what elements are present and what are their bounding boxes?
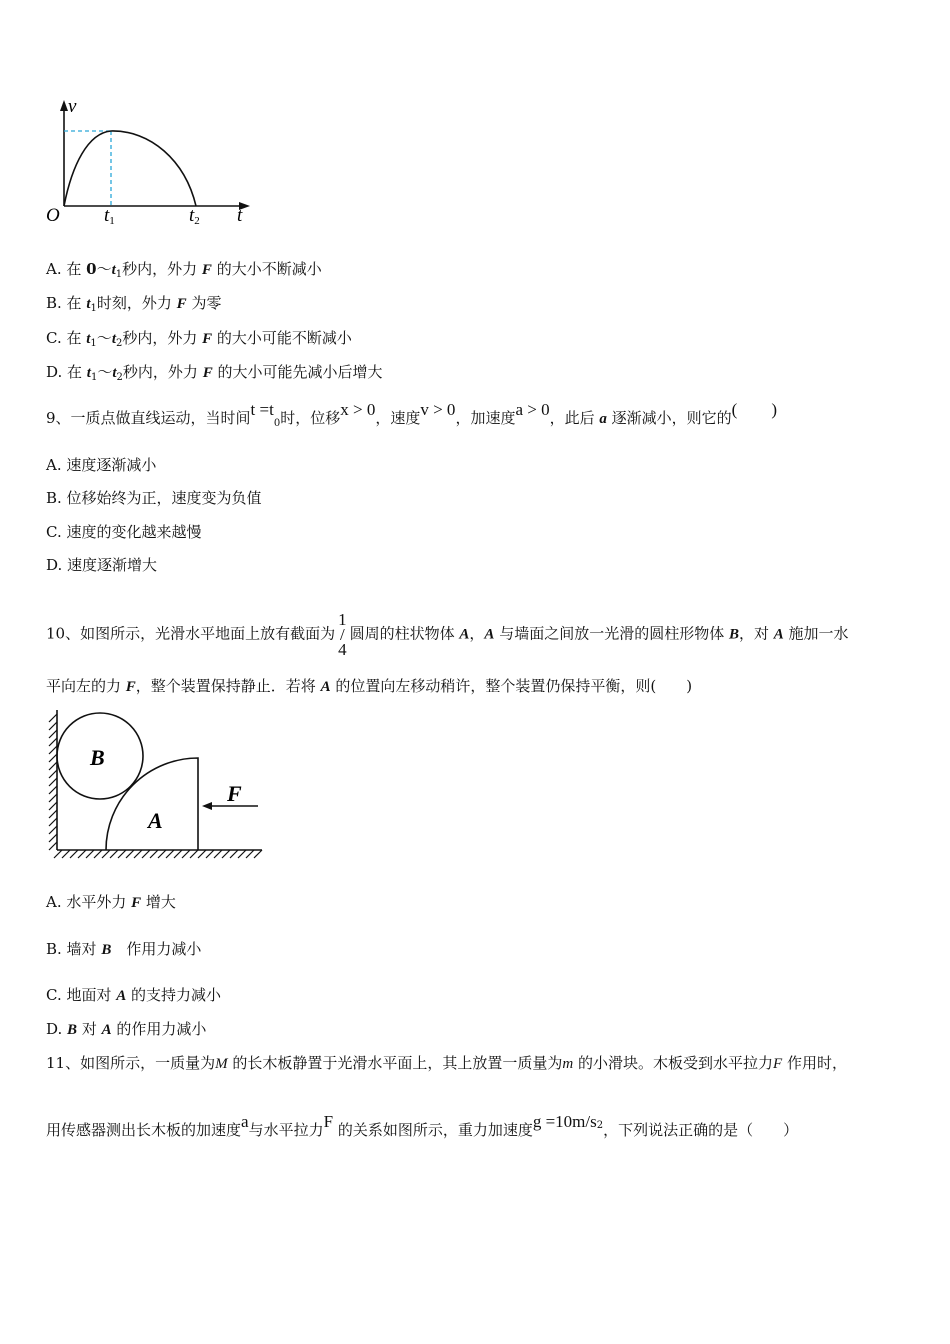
vt-origin-label: O — [46, 205, 60, 226]
text-segment: 为零 — [186, 294, 222, 312]
wall-hatch — [49, 778, 57, 786]
text-segment: B. 在 — [46, 294, 87, 312]
math-symbol: A — [320, 679, 331, 695]
label-f: F — [227, 781, 242, 806]
ground-hatch — [142, 850, 150, 858]
text-segment: 10、如图所示，光滑水平地面上放有截面为 — [46, 624, 336, 643]
text-segment: ，对 — [738, 624, 774, 643]
math-symbol: t — [86, 296, 91, 312]
text-segment: ～ — [96, 329, 112, 347]
vt-t1-label: t1 — [104, 205, 115, 227]
text-segment: D. — [46, 1020, 68, 1038]
q8-option-b — [46, 292, 221, 320]
ground-hatch — [54, 850, 62, 858]
vt-axes — [64, 104, 244, 206]
text-segment: B. 位移始终为正，速度变为负值 — [46, 489, 262, 507]
text-segment: 逐渐减小，则它的 — [606, 409, 732, 427]
math-symbol: F — [201, 262, 212, 278]
text-segment: 与水平拉力 — [248, 1121, 324, 1139]
text-segment: ，下列说法正确的是（ ） — [603, 1121, 799, 1139]
text-segment: 的支持力减小 — [126, 986, 222, 1004]
ground-hatch — [222, 850, 230, 858]
text-segment: 秒内，外力 — [122, 363, 203, 381]
ground-hatch — [110, 850, 118, 858]
ground-hatch — [190, 850, 198, 858]
wall-hatch — [49, 826, 57, 834]
wall-hatch — [49, 834, 57, 842]
math-symbol: x > 0 — [340, 400, 376, 419]
math-symbol: t =t — [250, 400, 274, 419]
math-symbol: B — [728, 626, 739, 643]
math-symbol: t — [86, 331, 91, 347]
text-segment: 的大小不断减小 — [211, 260, 322, 278]
q10-option-b — [46, 938, 201, 961]
text-segment: ，速度 — [375, 409, 421, 427]
math-symbol: B — [101, 942, 112, 958]
text-segment: 的关系如图所示，重力加速度 — [333, 1121, 533, 1139]
ground-hatch — [78, 850, 86, 858]
text-segment: 对 — [77, 1020, 102, 1038]
text-segment: ，加速度 — [455, 409, 516, 427]
math-symbol: F — [323, 1112, 334, 1131]
ground-hatch — [230, 850, 238, 858]
math-symbol: g =10m/s — [532, 1112, 597, 1131]
text-segment: ，整个装置保持静止．若将 — [135, 677, 321, 695]
ground-hatch — [182, 850, 190, 858]
wall-hatch — [49, 746, 57, 754]
text-segment: 秒内，外力 — [122, 260, 202, 278]
math-symbol: 1 — [90, 338, 97, 349]
ground-hatch — [102, 850, 110, 858]
text-segment: 的长木板静置于光滑水平面上，其上放置一质量为 — [227, 1054, 563, 1072]
q8-option-d — [46, 361, 382, 389]
q11-stem-2 — [46, 1112, 799, 1141]
wall-hatch — [49, 810, 57, 818]
ground-hatch — [86, 850, 94, 858]
ground-hatch — [198, 850, 206, 858]
math-symbol: F — [202, 331, 213, 347]
math-symbol: t — [111, 262, 116, 278]
text-segment: 施加一水 — [783, 624, 849, 643]
text-segment: 的位置向左移动稍许，整个装置仍保持平衡，则( ) — [330, 677, 693, 695]
math-symbol: 2 — [115, 338, 123, 349]
text-segment: 9、一质点做直线运动，当时间 — [46, 409, 251, 427]
ground-hatch — [134, 850, 142, 858]
ground-hatch — [126, 850, 134, 858]
math-symbol: F — [773, 1056, 783, 1072]
ground-hatch — [62, 850, 70, 858]
math-symbol: a — [599, 411, 607, 427]
math-symbol: 0 — [273, 418, 281, 429]
math-symbol: A — [459, 626, 470, 643]
q9-stem — [46, 400, 777, 435]
text-segment: C. 速度的变化越来越慢 — [46, 523, 202, 541]
wall-hatch — [49, 722, 57, 730]
math-symbol: A — [484, 626, 495, 643]
text-segment: A. 速度逐渐减小 — [46, 456, 157, 474]
text-segment: 作用力减小 — [111, 940, 202, 958]
y-axis-arrow-icon — [60, 100, 68, 111]
q9-option-d — [46, 554, 157, 576]
text-segment: ， — [469, 624, 485, 643]
text-segment: 圆周的柱状物体 — [349, 624, 460, 643]
ground-hatch — [94, 850, 102, 858]
text-segment: 作用时， — [782, 1054, 847, 1072]
text-segment: C. 在 — [46, 329, 87, 347]
text-segment: 11、如图所示，一质量为 — [46, 1054, 216, 1072]
math-symbol: v > 0 — [420, 400, 456, 419]
wall-hatch — [49, 842, 57, 850]
math-symbol: t — [86, 365, 91, 381]
math-symbol: ( ) — [731, 400, 777, 419]
ground-hatch — [214, 850, 222, 858]
ground-hatch — [158, 850, 166, 858]
math-symbol: M — [215, 1056, 228, 1072]
ground-hatch — [254, 850, 262, 858]
text-segment: 的小滑块。木板受到水平拉力 — [573, 1054, 773, 1072]
math-symbol: F — [202, 365, 213, 381]
q10-option-d — [46, 1018, 206, 1041]
q8-option-c — [46, 327, 352, 355]
quarter-cylinder-a — [106, 758, 198, 850]
text-segment: 秒内，外力 — [122, 329, 203, 347]
text-segment: ～ — [96, 260, 112, 278]
wall-hatch — [49, 818, 57, 826]
ground-hatch — [166, 850, 174, 858]
q10-option-c — [46, 984, 221, 1007]
q10-option-a — [46, 891, 176, 914]
text-segment: C. 地面对 — [46, 986, 117, 1004]
math-symbol: a — [241, 1112, 249, 1131]
math-symbol: F — [176, 296, 187, 312]
ground-hatch — [246, 850, 254, 858]
label-b: B — [90, 745, 105, 770]
text-segment: 用传感器测出长木板的加速度 — [46, 1121, 242, 1139]
text-segment: 的大小可能先减小后增大 — [212, 363, 383, 381]
math-symbol: F — [131, 895, 142, 911]
math-symbol: t — [112, 365, 117, 381]
math-symbol: m — [562, 1056, 574, 1072]
text-segment: 时刻，外力 — [96, 294, 177, 312]
vt-axis-y-label: v — [68, 96, 77, 117]
wall-hatch — [49, 802, 57, 810]
math-symbol: 1 — [115, 269, 123, 280]
wall-hatch — [49, 714, 57, 722]
text-segment: 的作用力减小 — [111, 1020, 207, 1038]
label-a: A — [148, 808, 163, 833]
wall-hatch — [49, 754, 57, 762]
wall-hatch — [49, 770, 57, 778]
math-symbol: A — [101, 1022, 112, 1038]
math-symbol: 0 — [86, 260, 97, 278]
text-segment: D. 在 — [46, 363, 87, 381]
q10-stem-1 — [46, 612, 849, 657]
math-symbol: F — [125, 679, 136, 695]
math-symbol: t — [111, 331, 116, 347]
text-segment: B. 墙对 — [46, 940, 102, 958]
text-segment: 增大 — [141, 893, 176, 911]
vt-dashed-guides — [64, 131, 111, 206]
text-segment: A. 在 — [46, 260, 87, 278]
vt-axis-x-label: t — [237, 205, 243, 226]
ground-hatch — [206, 850, 214, 858]
q9-option-c — [46, 521, 201, 543]
wall-hatch — [49, 738, 57, 746]
math-symbol: 1 — [90, 372, 98, 383]
text-segment: 的大小可能不断减小 — [212, 329, 352, 347]
text-segment: ～ — [97, 363, 113, 381]
text-segment: D. 速度逐渐增大 — [46, 556, 158, 574]
text-segment: A. 水平外力 — [46, 893, 132, 911]
math-symbol: 2 — [116, 372, 123, 383]
math-symbol: a > 0 — [515, 400, 550, 419]
ground-hatch — [70, 850, 78, 858]
force-arrow-head-icon — [202, 802, 212, 810]
vt-t2-label: t2 — [189, 205, 200, 227]
wall-hatch — [49, 786, 57, 794]
vt-curve — [64, 131, 196, 206]
math-symbol: A — [116, 988, 127, 1004]
wall-hatch — [49, 794, 57, 802]
text-segment: 平向左的力 — [46, 677, 126, 695]
text-segment: 时，位移 — [280, 409, 341, 427]
ground-hatch — [150, 850, 158, 858]
q10-stem-2 — [46, 675, 692, 698]
text-segment: 与墙面之间放一光滑的圆柱形物体 — [494, 624, 729, 643]
math-symbol: B — [67, 1022, 78, 1038]
q11-stem-1 — [46, 1052, 847, 1075]
math-symbol: 2 — [596, 1120, 604, 1131]
wall-hatch — [49, 762, 57, 770]
ground-hatch — [118, 850, 126, 858]
ground-hatch — [174, 850, 182, 858]
q9-option-a — [46, 454, 156, 476]
math-symbol: A — [773, 626, 784, 643]
math-symbol: 1 — [90, 303, 97, 314]
ground-hatch — [238, 850, 246, 858]
q8-option-a — [46, 258, 322, 286]
fraction: 1/4 — [338, 610, 347, 659]
text-segment: ，此后 — [549, 409, 600, 427]
q9-option-b — [46, 487, 262, 509]
wall-hatch — [49, 730, 57, 738]
